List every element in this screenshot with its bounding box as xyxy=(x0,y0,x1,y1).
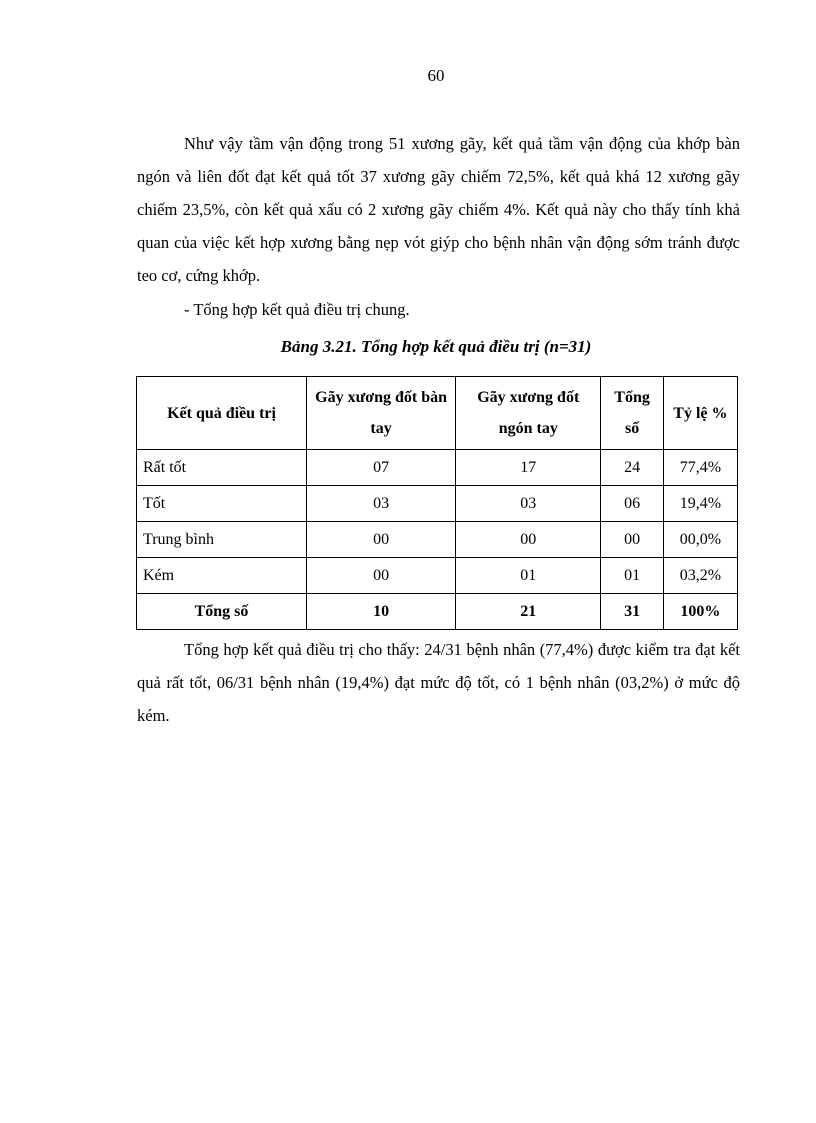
results-table xyxy=(136,376,738,630)
cell-phalanx: 03 xyxy=(456,486,601,522)
header-total: Tổng số xyxy=(601,377,663,450)
page-number: 60 xyxy=(427,66,445,85)
table-row xyxy=(137,486,738,522)
header-metacarpal: Gãy xương đốt bàn tay xyxy=(307,377,456,450)
total-rate: 100% xyxy=(663,594,737,630)
total-total: 31 xyxy=(601,594,663,630)
paragraph-range-of-motion xyxy=(137,127,740,292)
table-row xyxy=(137,558,738,594)
cell-rate: 03,2% xyxy=(663,558,737,594)
cell-phalanx: 00 xyxy=(456,522,601,558)
paragraph-summary xyxy=(137,633,740,732)
row-label: Trung bình xyxy=(137,522,307,558)
header-result: Kết quả điều trị xyxy=(137,377,307,450)
cell-metacarpal: 00 xyxy=(307,558,456,594)
table-caption: Bảng 3.21. Tổng hợp kết quả điều trị (n=31) xyxy=(280,337,592,356)
cell-rate: 19,4% xyxy=(663,486,737,522)
cell-metacarpal: 07 xyxy=(307,450,456,486)
cell-metacarpal: 00 xyxy=(307,522,456,558)
cell-rate: 00,0% xyxy=(663,522,737,558)
table-row xyxy=(137,522,738,558)
header-phalanx: Gãy xương đốt ngón tay xyxy=(456,377,601,450)
cell-phalanx: 01 xyxy=(456,558,601,594)
cell-total: 06 xyxy=(601,486,663,522)
table-total-row xyxy=(137,594,738,630)
total-phalanx: 21 xyxy=(456,594,601,630)
row-label: Kém xyxy=(137,558,307,594)
row-label: Rất tốt xyxy=(137,450,307,486)
table-header-row xyxy=(137,377,738,450)
paragraph-text: Tổng hợp kết quả điều trị cho thấy: 24/31 bệnh nhân (77,4%) được kiểm tra đạt kết quả rất tốt, 06/31 bệnh nhân (19,4%) đạt mức độ tốt, có 1 bệnh nhân (03,2%) ở mức độ kém. xyxy=(137,640,740,725)
cell-total: 24 xyxy=(601,450,663,486)
table-row xyxy=(137,450,738,486)
bullet-summary-heading: - Tổng hợp kết quả điều trị chung. xyxy=(184,300,410,319)
paragraph-text: Như vậy tầm vận động trong 51 xương gãy, kết quả tầm vận động của khớp bàn ngón và liên đốt đạt kết quả tốt 37 xương gãy chiếm 72,5%, kết quả khá 12 xương gãy chiếm 23,5%, còn kết quả xấu có 2 xương gãy chiếm 4%. Kết quả này cho thấy tính khả quan của việc kết hợp xương bằng nẹp vót giýp cho bệnh nhân vận động sớm tránh được teo cơ, cứng khớp. xyxy=(137,134,740,285)
row-label: Tốt xyxy=(137,486,307,522)
cell-rate: 77,4% xyxy=(663,450,737,486)
header-rate: Tỷ lệ % xyxy=(663,377,737,450)
cell-phalanx: 17 xyxy=(456,450,601,486)
cell-total: 01 xyxy=(601,558,663,594)
total-metacarpal: 10 xyxy=(307,594,456,630)
cell-metacarpal: 03 xyxy=(307,486,456,522)
cell-total: 00 xyxy=(601,522,663,558)
total-label: Tổng số xyxy=(137,594,307,630)
